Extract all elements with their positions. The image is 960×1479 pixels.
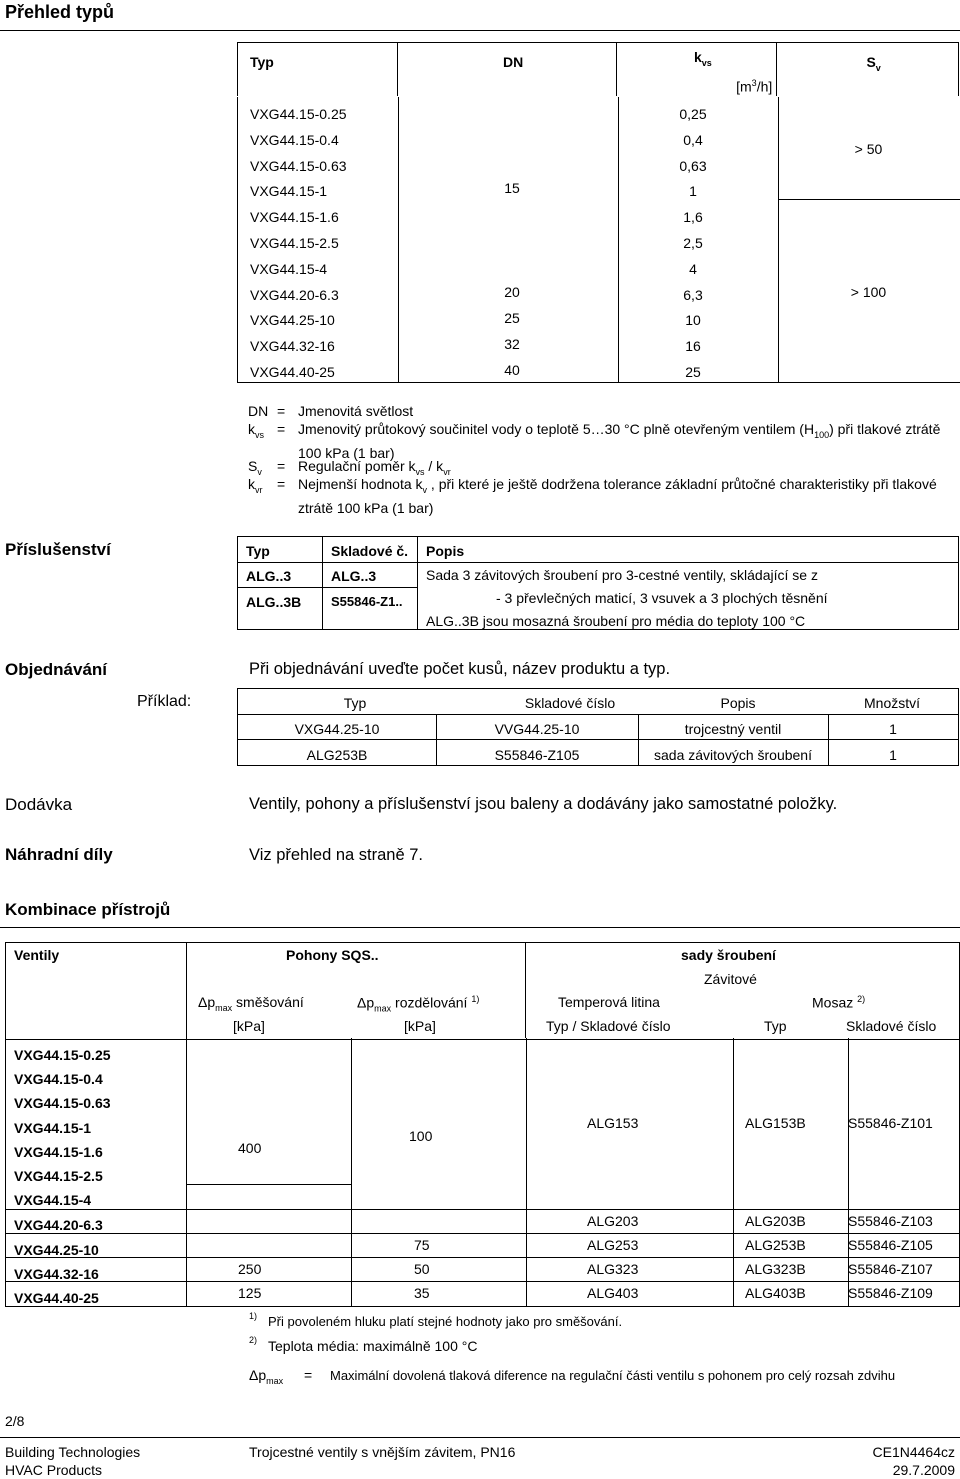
overview-types bbox=[250, 102, 347, 386]
comb-h-kpa: [kPa] bbox=[404, 1018, 436, 1034]
col-dn: DN bbox=[397, 43, 617, 97]
note-mark: 2) bbox=[249, 1335, 258, 1345]
comb-typ: ALG253B bbox=[745, 1237, 806, 1253]
acc-col-desc: Popis bbox=[426, 543, 465, 559]
overview-row: VXG44.40-25 bbox=[250, 363, 335, 380]
comb-valves bbox=[14, 1043, 111, 1310]
accessories-heading: Příslušenství bbox=[5, 540, 111, 559]
overview-row: VXG44.15-0.63 bbox=[250, 157, 347, 174]
kvs-value: 1 bbox=[689, 183, 697, 200]
overview-row: VXG44.15-0.4 bbox=[250, 131, 339, 148]
kvs-value: 16 bbox=[685, 338, 701, 355]
dp-text: Maximální dovolená tlaková diference na regulační části ventilu s pohonem pro celý rozsah zdvihu bbox=[330, 1368, 896, 1383]
overview-row: VXG44.20-6.3 bbox=[250, 286, 339, 303]
comb-sku: S55846-Z109 bbox=[848, 1285, 933, 1301]
order-cell: trojcestný ventil bbox=[684, 721, 782, 737]
dn-25: 25 bbox=[504, 310, 520, 326]
kvs-value: 0,63 bbox=[679, 157, 707, 174]
kvs-value: 10 bbox=[685, 312, 701, 329]
comb-sku: S55846-Z101 bbox=[848, 1115, 933, 1131]
comb-typ: ALG403B bbox=[745, 1285, 806, 1301]
comb-h-mosaz: Mosaz $^{2)}$ bbox=[812, 994, 866, 1011]
page-number: 2/8 bbox=[5, 1413, 25, 1429]
dp-eq: = bbox=[304, 1367, 313, 1383]
comb-pmix: 250 bbox=[238, 1261, 262, 1277]
comb-valve: VXG44.15-1.6 bbox=[14, 1143, 103, 1160]
legend-term: $k_{vs}$ bbox=[248, 421, 264, 440]
comb-h-pohony: Pohony SQS.. bbox=[286, 947, 379, 963]
comb-valve: VXG44.25-10 bbox=[14, 1241, 99, 1258]
comb-pmix: 125 bbox=[238, 1285, 262, 1301]
combination-heading: Kombinace přístrojů bbox=[5, 900, 171, 919]
legend-desc: Regulační poměr $k_{vs} / k_{vr}$ bbox=[298, 458, 451, 477]
section-rule bbox=[0, 30, 960, 31]
kvs-value: 0,4 bbox=[683, 131, 703, 148]
note-mark: 1) bbox=[249, 1311, 258, 1321]
footer-company: Building Technologies bbox=[5, 1444, 141, 1460]
comb-typ: ALG323B bbox=[745, 1261, 806, 1277]
comb-valve: VXG44.15-0.63 bbox=[14, 1095, 111, 1112]
kvs-value: 2,5 bbox=[683, 234, 703, 251]
comb-h-pdiv: $\Delta p_{max}$ rozdělování $^{1)}$ bbox=[357, 994, 480, 1014]
overview-row: VXG44.32-16 bbox=[250, 338, 335, 355]
order-col: Skladové číslo bbox=[524, 695, 616, 711]
order-col: Popis bbox=[720, 695, 756, 711]
footer-date: 29.7.2009 bbox=[892, 1462, 955, 1478]
col-sv: $S_v$ bbox=[777, 43, 959, 97]
accessories-table bbox=[237, 536, 959, 630]
acc-typ: ALG..3B bbox=[246, 594, 302, 610]
comb-h-typsku: Typ / Skladové číslo bbox=[546, 1018, 671, 1034]
sv-100: > 100 bbox=[850, 284, 887, 300]
comb-pdiv-100: 100 bbox=[409, 1128, 433, 1144]
dn-20: 20 bbox=[504, 284, 520, 300]
col-typ: Typ bbox=[238, 43, 398, 97]
order-col: Množství bbox=[864, 695, 921, 711]
kvs-value: 25 bbox=[685, 363, 701, 380]
comb-valve: VXG44.15-0.4 bbox=[14, 1071, 103, 1088]
spares-heading: Náhradní díly bbox=[5, 845, 113, 864]
legend: DN = Jmenovitá světlost $k_{vs}$ = Jmenovitý průtokový součinitel vody o teplotě 5…30 °C plně otevřeným ventilem $(H_{100})$ při tlakové ztrátě 100 kPa (1 bar) $S_v$ = Regulační poměr $k_{vs} / k_{vr}$ $k_{vr}$ = Nejmenší hodnota $k_v$ , při které je ještě dodržena tolerance základní průtočné charakteristiky při tlakové ztrátě 100 kPa (1 bar) bbox=[0, 402, 960, 512]
order-cell: 1 bbox=[889, 721, 897, 737]
overview-row: VXG44.15-4 bbox=[250, 260, 328, 277]
order-table bbox=[237, 688, 959, 766]
order-cell: 1 bbox=[889, 747, 897, 763]
acc-col-typ: Typ bbox=[246, 543, 270, 559]
comb-temp: ALG153 bbox=[587, 1115, 639, 1131]
order-cell: ALG253B bbox=[306, 747, 368, 763]
comb-pdiv: 35 bbox=[414, 1285, 430, 1301]
acc-desc-line: Sada 3 závitových šroubení pro 3-cestné ventily, skládající se z bbox=[426, 567, 818, 583]
comb-valve: VXG44.15-4 bbox=[14, 1192, 92, 1209]
comb-h-kpa: [kPa] bbox=[233, 1018, 265, 1034]
order-cell: VXG44.25-10 bbox=[294, 721, 380, 737]
note-text: Při povoleném hluku platí stejné hodnoty jako pro směšování. bbox=[268, 1314, 623, 1329]
comb-h-typ: Typ bbox=[764, 1018, 787, 1034]
legend-desc: Jmenovitá světlost bbox=[298, 403, 414, 419]
col-kvs: $k_{vs}$ $[m^3/h]$ bbox=[617, 43, 777, 97]
delivery-heading: Dodávka bbox=[5, 795, 73, 814]
comb-pmix-400: 400 bbox=[238, 1140, 262, 1156]
comb-typ: ALG203B bbox=[745, 1213, 806, 1229]
acc-desc-line: ALG..3B jsou mosazná šroubení pro média do teploty 100 °C bbox=[426, 613, 806, 629]
comb-valve: VXG44.15-1 bbox=[14, 1119, 92, 1136]
kvs-value: 6,3 bbox=[683, 286, 703, 303]
comb-sku: S55846-Z103 bbox=[848, 1213, 933, 1229]
comb-pdiv: 50 bbox=[414, 1261, 430, 1277]
order-col: Typ bbox=[343, 695, 367, 711]
comb-pdiv: 75 bbox=[414, 1237, 430, 1253]
overview-row: VXG44.15-2.5 bbox=[250, 234, 339, 251]
order-cell: S55846-Z105 bbox=[494, 747, 580, 763]
acc-sku: S55846-Z1.. bbox=[331, 594, 403, 609]
dn-40: 40 bbox=[504, 362, 520, 378]
legend-desc: Jmenovitý průtokový součinitel vody o teplotě 5…30 °C plně otevřeným ventilem $(H_{100})$ při tlakové ztrátě 100 kPa (1 bar) bbox=[298, 421, 941, 461]
overview-heading: Přehled typů bbox=[5, 2, 115, 22]
order-cell: sada závitových šroubení bbox=[654, 747, 812, 763]
legend-term: $k_{vr}$ bbox=[248, 476, 263, 495]
legend-term: DN bbox=[248, 403, 269, 419]
overview-row: VXG44.15-1.6 bbox=[250, 209, 339, 226]
comb-h-ventily: Ventily bbox=[14, 947, 60, 963]
dn-32: 32 bbox=[504, 336, 520, 352]
comb-temp: ALG323 bbox=[587, 1261, 639, 1277]
comb-h-sku: Skladové číslo bbox=[846, 1018, 937, 1034]
sv-50: > 50 bbox=[854, 141, 883, 157]
overview-row: VXG44.15-0.25 bbox=[250, 106, 347, 122]
ordering-heading: Objednávání bbox=[5, 660, 108, 679]
overview-row: VXG44.15-1 bbox=[250, 183, 328, 200]
overview-row: VXG44.25-10 bbox=[250, 312, 335, 329]
comb-sku: S55846-Z107 bbox=[848, 1261, 933, 1277]
legend-term: $S_v$ bbox=[248, 458, 262, 477]
comb-valve: VXG44.20-6.3 bbox=[14, 1217, 103, 1234]
legend-desc: Nejmenší hodnota $k_v$ , při které je ještě dodržena tolerance základní průtočné charakteristiky při tlakové ztrátě 100 kPa (1 bar) bbox=[298, 476, 937, 516]
comb-temp: ALG253 bbox=[587, 1237, 639, 1253]
comb-valve: VXG44.15-2.5 bbox=[14, 1168, 103, 1185]
overview-kvs bbox=[618, 102, 768, 386]
delivery-text: Ventily, pohony a příslušenství jsou baleny a dodávány jako samostatné položky. bbox=[249, 795, 838, 813]
acc-typ: ALG..3 bbox=[246, 568, 292, 584]
comb-temp: ALG403 bbox=[587, 1285, 639, 1301]
comb-h-zavitove: Závitové bbox=[704, 971, 757, 987]
spares-text: Viz přehled na straně 7. bbox=[249, 846, 423, 864]
comb-valve: VXG44.15-0.25 bbox=[14, 1047, 111, 1063]
footer-doc-title: Trojcestné ventily s vnějším závitem, PN16 bbox=[249, 1444, 516, 1460]
dp-term: $\Delta p_{max}$ bbox=[249, 1367, 284, 1386]
comb-valve: VXG44.40-25 bbox=[14, 1290, 99, 1307]
acc-col-sku: Skladové č. bbox=[331, 543, 409, 559]
kvs-value: 0,25 bbox=[679, 106, 707, 122]
footer-doc-id: CE1N4464cz bbox=[872, 1444, 955, 1460]
ordering-text: Při objednávání uveďte počet kusů, název produktu a typ. bbox=[249, 660, 671, 678]
comb-typ: ALG153B bbox=[745, 1115, 806, 1131]
kvs-value: 1,6 bbox=[683, 209, 703, 226]
order-cell: VVG44.25-10 bbox=[494, 721, 580, 737]
comb-valve: VXG44.32-16 bbox=[14, 1265, 99, 1282]
dn-15: 15 bbox=[504, 180, 520, 196]
note-text: Teplota média: maximálně 100 °C bbox=[268, 1338, 478, 1354]
comb-h-pmix: $\Delta p_{max}$ směšování bbox=[198, 994, 304, 1013]
comb-temp: ALG203 bbox=[587, 1213, 639, 1229]
example-label: Příklad: bbox=[137, 693, 192, 710]
acc-sku: ALG..3 bbox=[331, 568, 377, 584]
kvs-value: 4 bbox=[689, 260, 697, 277]
footer-division: HVAC Products bbox=[5, 1462, 102, 1478]
type-overview-table bbox=[237, 42, 959, 96]
comb-h-temperova: Temperová litina bbox=[558, 994, 660, 1010]
comb-sku: S55846-Z105 bbox=[848, 1237, 933, 1253]
acc-desc-line: - 3 převlečných maticí, 3 vsuvek a 3 plochých těsnění bbox=[496, 590, 828, 606]
comb-h-sady: sady šroubení bbox=[681, 947, 776, 963]
